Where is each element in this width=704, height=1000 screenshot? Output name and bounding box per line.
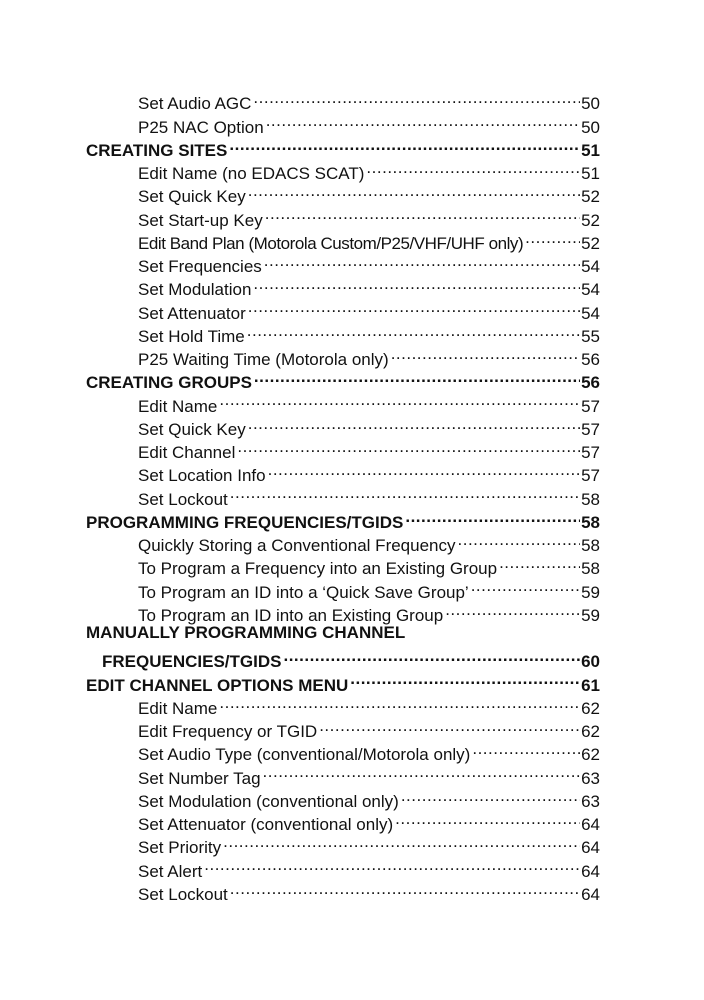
- toc-entry-page: 63: [581, 768, 600, 788]
- dot-leader: [391, 342, 580, 365]
- dot-leader: [350, 667, 580, 690]
- toc-entry: [86, 226, 600, 253]
- toc-entry: [86, 179, 600, 207]
- toc-entry-page: 64: [581, 815, 600, 834]
- toc-entry-page: 58: [581, 536, 600, 555]
- toc-entry-page: 63: [581, 791, 600, 811]
- toc-entry: [86, 272, 600, 300]
- toc-entry: [86, 528, 600, 555]
- toc-entry-page: 52: [581, 233, 600, 253]
- toc-entry: [86, 249, 600, 276]
- dot-leader: [263, 760, 581, 783]
- toc-entry-title: Set Audio Type (conventional/Motorola only): [138, 745, 471, 765]
- toc-entry-page: 59: [581, 605, 600, 625]
- dot-leader: [219, 388, 580, 411]
- toc-entry: [86, 760, 600, 788]
- table-of-contents: [86, 86, 600, 904]
- toc-entry: [86, 574, 600, 602]
- toc-entry: [86, 109, 600, 137]
- toc-entry-title: Set Lockout: [138, 884, 228, 904]
- toc-entry: [86, 435, 600, 462]
- toc-entry-title: Edit Frequency or TGID: [138, 722, 318, 741]
- dot-leader: [237, 435, 580, 458]
- dot-leader: [248, 412, 580, 435]
- toc-entry: [86, 691, 600, 718]
- toc-entry: [86, 388, 600, 416]
- toc-entry-page: 57: [581, 396, 600, 416]
- dot-leader: [283, 644, 580, 667]
- toc-entry-title: Set Attenuator: [138, 303, 246, 323]
- toc-entry-title: Set Modulation: [138, 280, 252, 300]
- toc-section-heading: [86, 133, 600, 160]
- toc-entry: [86, 598, 600, 625]
- toc-entry-title: Edit Name: [138, 396, 218, 416]
- toc-entry-title: P25 NAC Option: [138, 117, 264, 137]
- toc-entry-page: 56: [581, 350, 600, 369]
- toc-entry-title: Set Hold Time: [138, 326, 245, 346]
- toc-entry: [86, 551, 600, 579]
- toc-entry-page: 57: [581, 466, 600, 486]
- toc-entry-page: 57: [581, 443, 600, 462]
- toc-entry-title: Quickly Storing a Conventional Frequency: [138, 536, 456, 555]
- toc-entry: [86, 342, 600, 369]
- toc-entry-title: Set Number Tag: [138, 768, 261, 788]
- toc-entry: [86, 853, 600, 881]
- toc-entry: [86, 807, 600, 834]
- toc-entry-title: Set Location Info: [138, 466, 266, 486]
- dot-leader: [265, 202, 580, 225]
- dot-leader: [204, 853, 580, 876]
- toc-entry-title: Edit Name (no EDACS SCAT): [138, 164, 365, 183]
- toc-entry-title: Edit Name: [138, 698, 218, 718]
- toc-entry-title: P25 Waiting Time (Motorola only): [138, 350, 389, 369]
- toc-entry-title: CREATING GROUPS: [86, 373, 252, 393]
- toc-entry-page: 50: [581, 94, 600, 114]
- toc-entry-page: 62: [581, 722, 600, 741]
- toc-entry: [86, 319, 600, 346]
- toc-entry-title: To Program an ID into a ‘Quick Save Group’: [138, 582, 469, 602]
- toc-entry-page: 51: [581, 140, 600, 160]
- dot-leader: [319, 714, 580, 737]
- toc-entry-page: 54: [581, 257, 600, 276]
- dot-leader: [230, 481, 580, 504]
- toc-entry-title: Set Quick Key: [138, 187, 246, 207]
- toc-entry-title: PROGRAMMING FREQUENCIES/TGIDS: [86, 512, 404, 532]
- dot-leader: [229, 133, 580, 156]
- toc-section-heading: [86, 505, 600, 532]
- dot-leader: [219, 691, 580, 714]
- dot-leader: [266, 109, 580, 132]
- toc-entry-page: 58: [581, 512, 600, 532]
- toc-entry: [86, 830, 600, 858]
- toc-entry: [86, 412, 600, 439]
- toc-entry-title: Set Lockout: [138, 489, 228, 509]
- toc-entry-page: 56: [581, 373, 600, 393]
- dot-leader: [248, 295, 580, 318]
- toc-entry-title: MANUALLY PROGRAMMING CHANNEL: [86, 622, 406, 642]
- toc-entry-page: 54: [581, 303, 600, 323]
- toc-entry: [86, 295, 600, 323]
- toc-entry-title: Set Audio AGC: [138, 94, 252, 114]
- dot-leader: [230, 877, 580, 900]
- toc-entry-title: EDIT CHANNEL OPTIONS MENU: [86, 675, 349, 695]
- dot-leader: [247, 319, 580, 342]
- toc-entry-page: 61: [581, 675, 600, 695]
- toc-entry-title: CREATING SITES: [86, 140, 228, 160]
- toc-section-heading: [86, 621, 600, 644]
- dot-leader: [253, 272, 580, 295]
- toc-section-heading-continuation: [86, 644, 600, 672]
- dot-leader: [253, 86, 580, 109]
- toc-entry-title: To Program a Frequency into an Existing Group: [138, 559, 498, 579]
- toc-entry: [86, 86, 600, 114]
- toc-entry-page: 59: [581, 582, 600, 602]
- toc-entry-page: 57: [581, 419, 600, 439]
- toc-entry-title: Edit Channel: [138, 443, 236, 462]
- toc-entry-title: Set Alert: [138, 861, 203, 881]
- dot-leader: [499, 551, 580, 574]
- toc-entry-page: 60: [581, 652, 600, 672]
- toc-entry-title: FREQUENCIES/TGIDS: [102, 652, 282, 672]
- toc-entry-title: Set Frequencies: [138, 257, 262, 276]
- toc-entry-page: 50: [581, 117, 600, 137]
- toc-entry-title: Edit Band Plan (Motorola Custom/P25/VHF/UHF only): [138, 233, 524, 253]
- toc-entry-title: Set Priority: [138, 838, 222, 858]
- toc-section-heading: [86, 667, 600, 695]
- dot-leader: [458, 528, 581, 551]
- toc-entry: [86, 458, 600, 486]
- toc-entry-title: Set Attenuator (conventional only): [138, 815, 394, 834]
- toc-entry-page: 55: [581, 326, 600, 346]
- dot-leader: [445, 598, 580, 621]
- dot-leader: [254, 365, 580, 388]
- toc-entry-title: Set Modulation (conventional only): [138, 791, 399, 811]
- toc-entry-page: 64: [581, 861, 600, 881]
- dot-leader: [248, 179, 580, 202]
- toc-entry-page: 58: [581, 489, 600, 509]
- toc-entry-page: 62: [581, 745, 600, 765]
- toc-section-heading: [86, 365, 600, 393]
- toc-entry: [86, 156, 600, 183]
- toc-entry: [86, 784, 600, 811]
- toc-entry: [86, 737, 600, 765]
- dot-leader: [472, 737, 580, 760]
- toc-entry-page: 62: [581, 698, 600, 718]
- toc-entry-title: Set Start-up Key: [138, 210, 263, 230]
- dot-leader: [405, 505, 580, 528]
- toc-entry-title: Set Quick Key: [138, 419, 246, 439]
- toc-entry-page: 64: [581, 838, 600, 858]
- dot-leader: [366, 156, 580, 179]
- dot-leader: [223, 830, 580, 853]
- toc-entry: [86, 714, 600, 741]
- toc-entry: [86, 202, 600, 230]
- dot-leader: [471, 574, 580, 597]
- toc-entry-page: 54: [581, 280, 600, 300]
- toc-entry: [86, 877, 600, 904]
- dot-leader: [264, 249, 580, 272]
- toc-entry-page: 51: [581, 164, 600, 183]
- dot-leader: [525, 226, 580, 249]
- toc-entry-page: 64: [581, 884, 600, 904]
- toc-entry-title: To Program an ID into an Existing Group: [138, 605, 444, 625]
- toc-entry-page: 58: [581, 559, 600, 579]
- toc-entry: [86, 481, 600, 509]
- dot-leader: [268, 458, 580, 481]
- toc-entry-page: 52: [581, 187, 600, 207]
- dot-leader: [401, 784, 580, 807]
- dot-leader: [395, 807, 580, 830]
- toc-entry-page: 52: [581, 210, 600, 230]
